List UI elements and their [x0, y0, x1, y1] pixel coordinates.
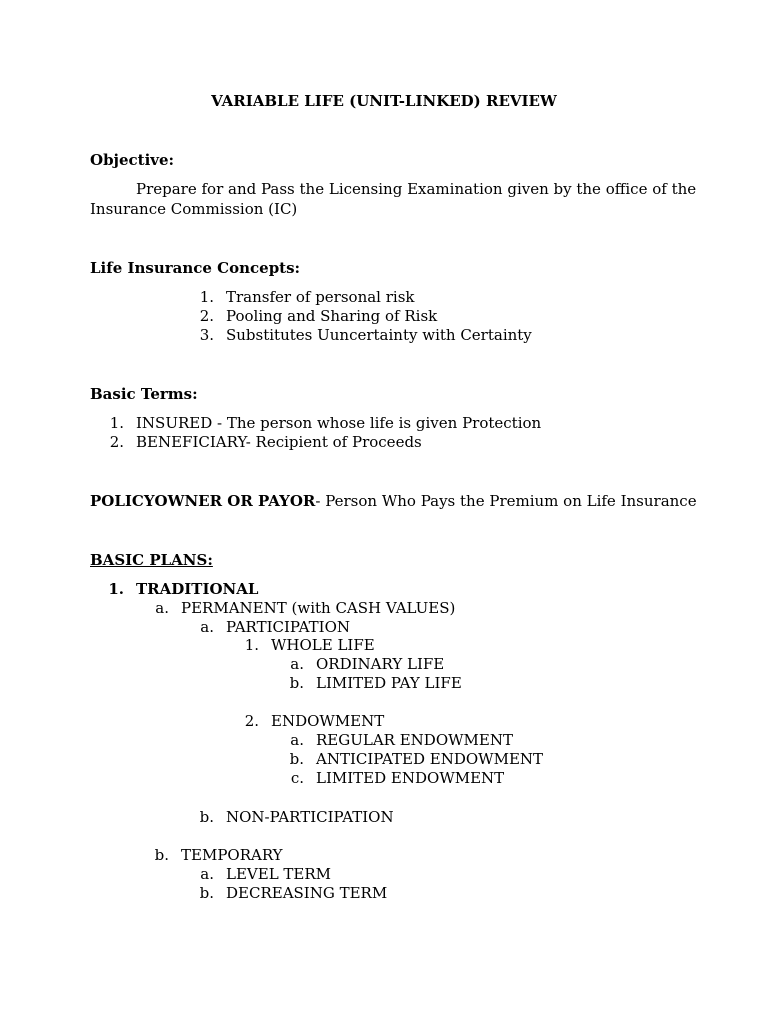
concept-item: Pooling and Sharing of Risk	[226, 307, 438, 325]
temporary-number: b.	[154, 846, 169, 864]
document-title: VARIABLE LIFE (UNIT-LINKED) REVIEW	[211, 92, 557, 110]
endowment-item-number: a.	[290, 731, 304, 749]
temporary-item-number: a.	[200, 865, 214, 883]
non-participation-label: NON-PARTICIPATION	[226, 808, 394, 826]
traditional-label: TRADITIONAL	[136, 580, 259, 598]
policyowner-label: POLICYOWNER OR PAYOR	[90, 492, 316, 510]
traditional-number: 1.	[108, 580, 124, 598]
participation-label: PARTICIPATION	[226, 618, 350, 636]
concept-item: Substitutes Uuncertainty with Certainty	[226, 326, 532, 344]
policyowner-line	[90, 492, 697, 511]
endowment-number: 2.	[244, 712, 259, 730]
term-number: 1.	[109, 414, 124, 432]
temporary-item: DECREASING TERM	[226, 884, 388, 902]
objective-line-1: Prepare for and Pass the Licensing Examination given by the office of the	[136, 180, 697, 198]
participation-number: a.	[200, 618, 214, 636]
permanent-number: a.	[155, 599, 169, 617]
concept-number: 2.	[199, 307, 214, 325]
whole-life-number: 1.	[244, 636, 259, 654]
objective-heading: Objective:	[90, 151, 175, 169]
endowment-item-number: c.	[290, 769, 304, 787]
temporary-label: TEMPORARY	[181, 846, 283, 864]
endowment-item-number: b.	[289, 750, 304, 768]
concept-number: 3.	[199, 326, 214, 344]
concept-number: 1.	[199, 288, 214, 306]
basic-terms-heading: Basic Terms:	[90, 385, 198, 403]
policyowner-definition: - Person Who Pays the Premium on Life Insurance	[315, 492, 697, 510]
objective-line-2: Insurance Commission (IC)	[90, 200, 298, 218]
endowment-item: ANTICIPATED ENDOWMENT	[316, 750, 544, 768]
term-number: 2.	[109, 433, 124, 451]
whole-life-label: WHOLE LIFE	[271, 636, 375, 654]
permanent-label: PERMANENT (with CASH VALUES)	[181, 599, 456, 617]
whole-life-item: LIMITED PAY LIFE	[316, 674, 462, 692]
concepts-heading: Life Insurance Concepts:	[90, 259, 301, 277]
whole-life-item: ORDINARY LIFE	[316, 655, 445, 673]
endowment-label: ENDOWMENT	[271, 712, 385, 730]
term-item: INSURED - The person whose life is given Protection	[136, 414, 542, 432]
concept-item: Transfer of personal risk	[226, 288, 415, 306]
whole-life-item-number: b.	[289, 674, 304, 692]
whole-life-item-number: a.	[290, 655, 304, 673]
temporary-item: LEVEL TERM	[226, 865, 332, 883]
non-participation-number: b.	[199, 808, 214, 826]
endowment-item: LIMITED ENDOWMENT	[316, 769, 505, 787]
endowment-item: REGULAR ENDOWMENT	[316, 731, 513, 749]
temporary-item-number: b.	[199, 884, 214, 902]
basic-plans-heading: BASIC PLANS:	[90, 551, 213, 569]
term-item: BENEFICIARY- Recipient of Proceeds	[136, 433, 422, 451]
